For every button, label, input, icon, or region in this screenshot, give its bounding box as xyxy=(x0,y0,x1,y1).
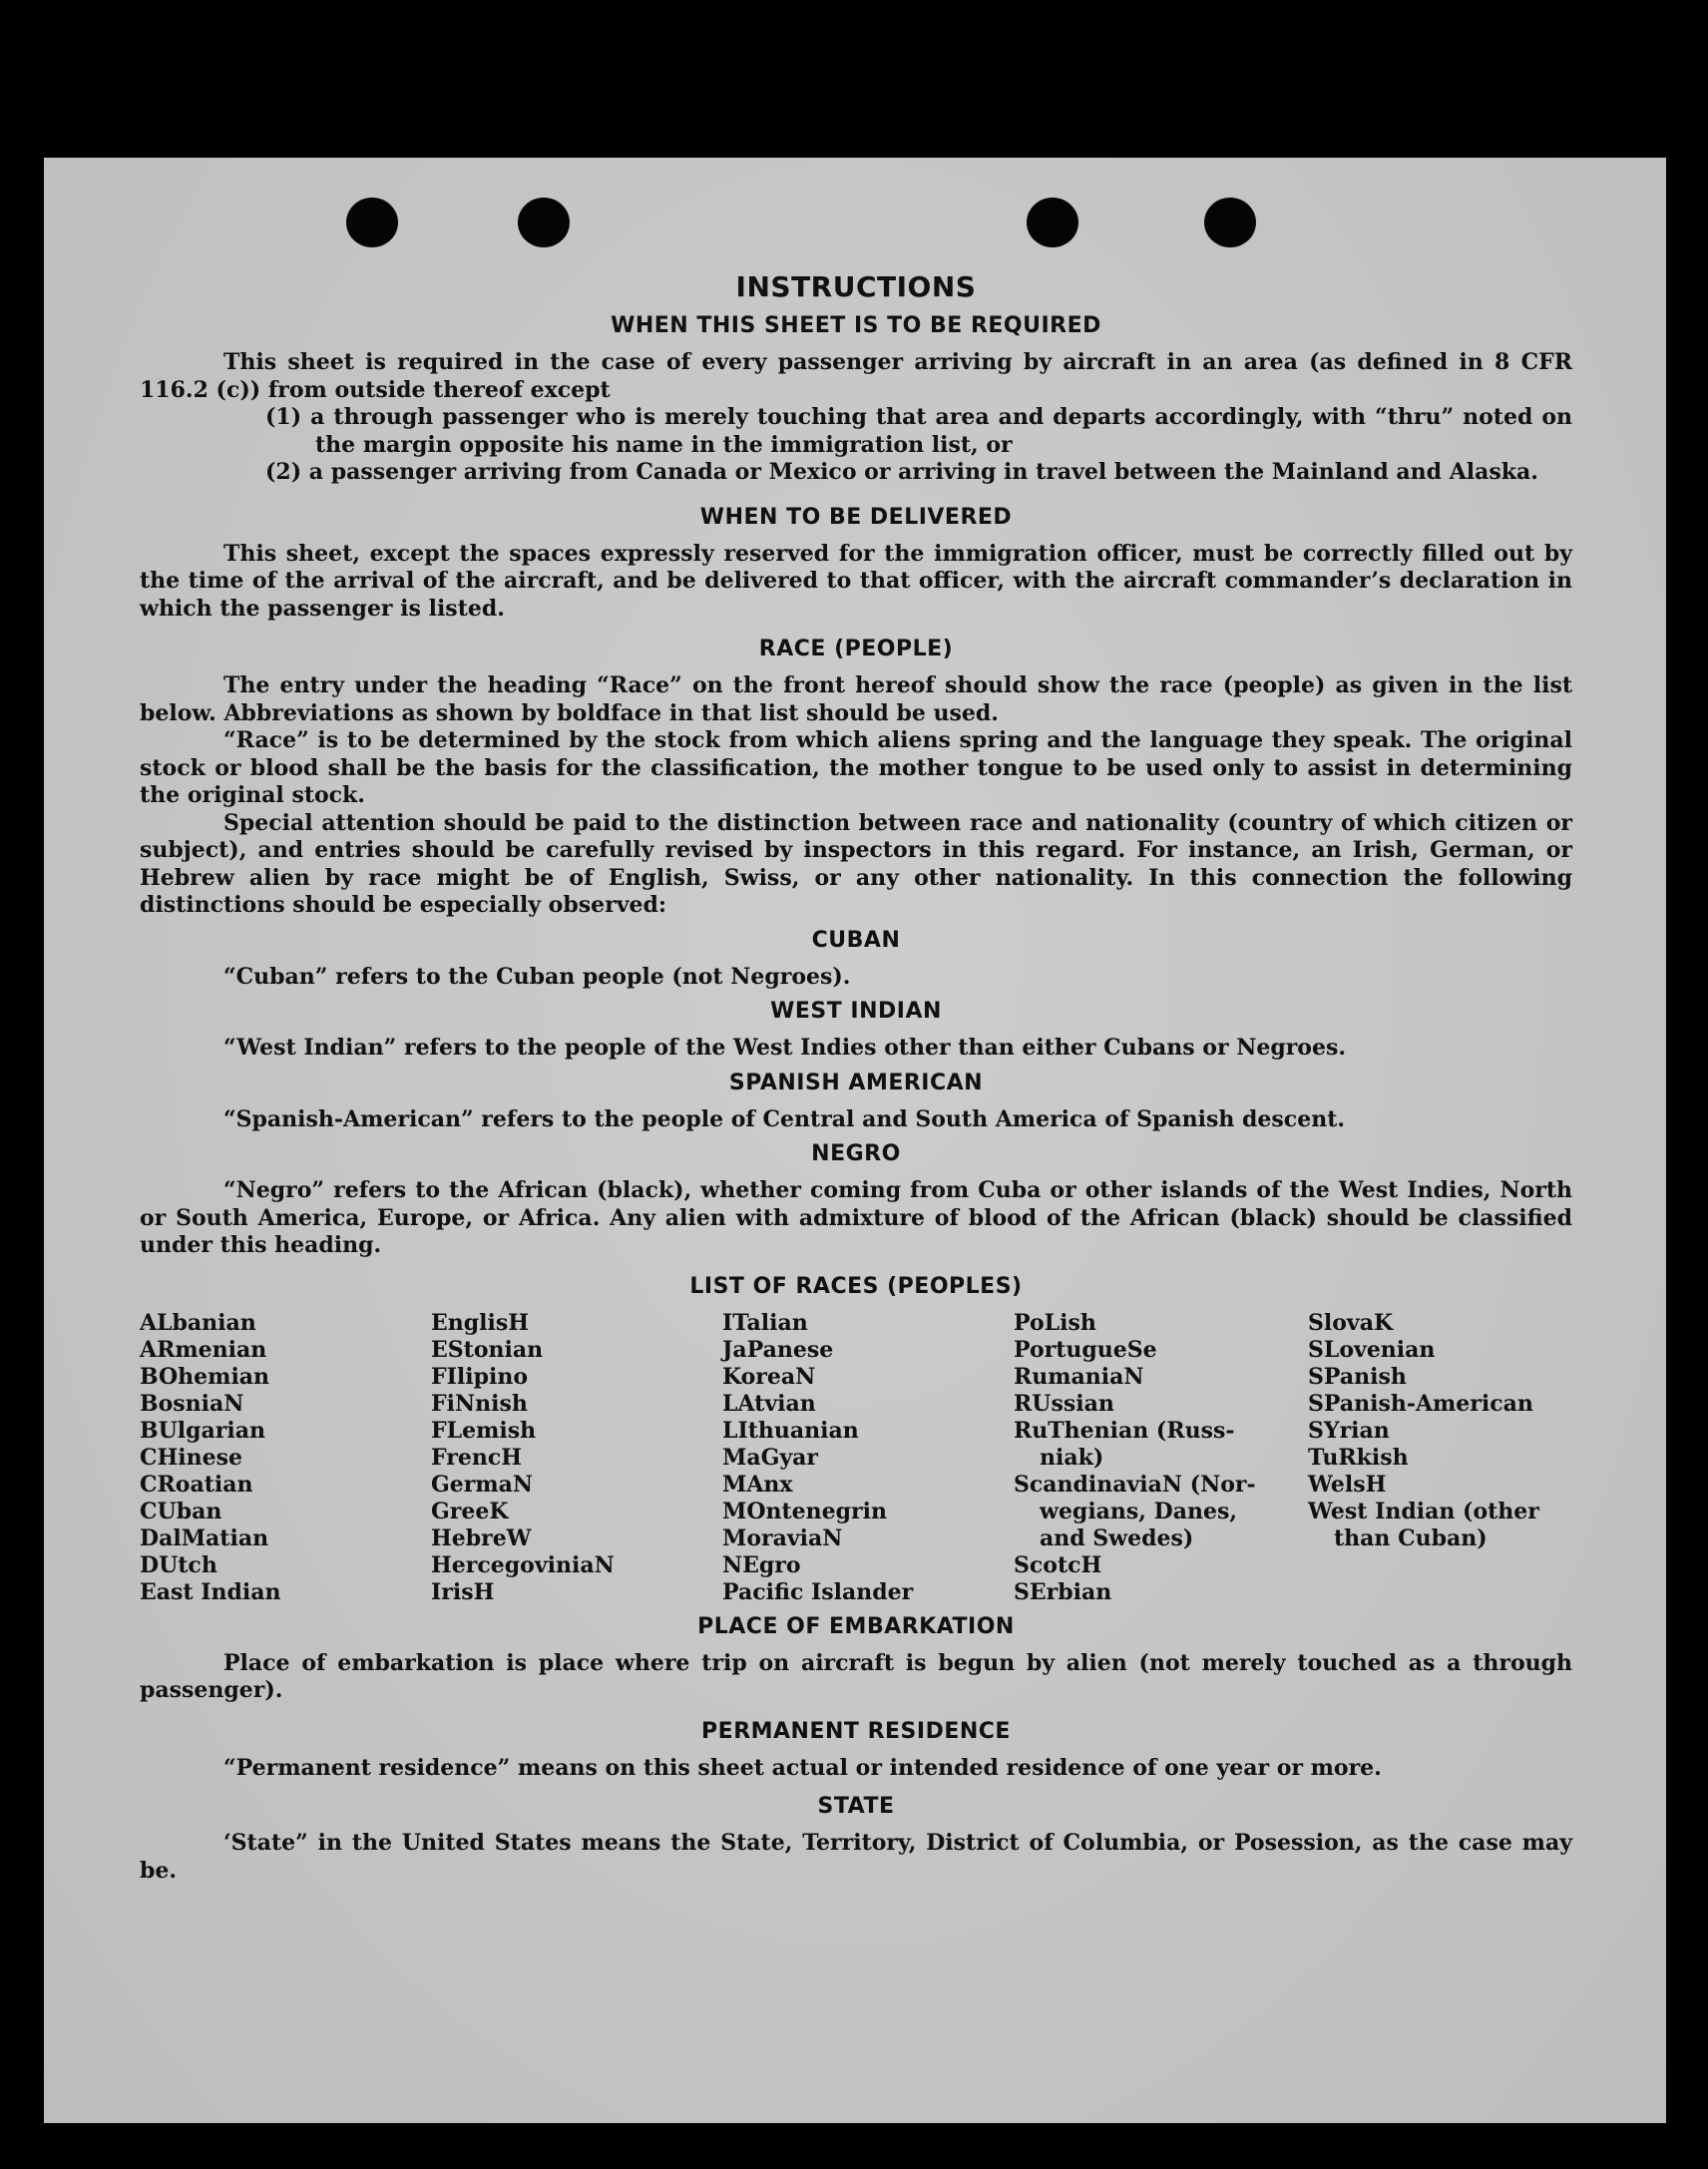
race-item: CUban xyxy=(140,1498,222,1524)
negro-paragraph: “Negro” refers to the African (black), whether coming from Cuba or other islands of the West Indies, North or South America, Europe, or Africa. Any alien with admixture of blood of the African (black) should be classified under this heading. xyxy=(140,1177,1572,1258)
race-item: HebreW xyxy=(431,1524,532,1551)
heading-cuban: CUBAN xyxy=(811,927,901,953)
race-item: FLemish xyxy=(431,1417,537,1444)
race-item: SYrian xyxy=(1308,1417,1390,1444)
race-item: East Indian xyxy=(140,1578,281,1605)
race-item: RUssian xyxy=(1014,1390,1114,1417)
race-paragraph-1: The entry under the heading “Race” on the front hereof should show the race (people) as given in the list below. Abbreviations as shown by boldface in that list should be used. xyxy=(140,672,1572,726)
race-item: FiNnish xyxy=(431,1390,528,1417)
races-list xyxy=(140,1310,1572,1606)
race-item: JaPanese xyxy=(722,1336,834,1363)
races-column-2 xyxy=(431,1310,722,1606)
race-item-continued: wegians, Danes, xyxy=(1040,1498,1237,1524)
race-item: SLovenian xyxy=(1308,1336,1436,1363)
instructions-text xyxy=(140,269,1572,1885)
race-item: MOntenegrin xyxy=(722,1498,887,1524)
race-item-continued: than Cuban) xyxy=(1334,1524,1488,1551)
delivered-paragraph: This sheet, except the spaces expressly reserved for the immigration officer, must be correctly filled out by the time of the arrival of the aircraft, and be delivered to that officer, with the aircraft commander’s declaration in which the passenger is listed. xyxy=(140,540,1572,622)
race-item: GreeK xyxy=(431,1498,509,1524)
race-item: BUlgarian xyxy=(140,1417,265,1444)
race-item: ScotcH xyxy=(1014,1551,1102,1578)
race-item: SErbian xyxy=(1014,1578,1112,1605)
race-item: LIthuanian xyxy=(722,1417,859,1444)
heading-spanish-american: SPANISH AMERICAN xyxy=(728,1070,984,1095)
race-item-continued: and Swedes) xyxy=(1040,1524,1194,1551)
race-item: CHinese xyxy=(140,1444,243,1471)
heading-state: STATE xyxy=(817,1794,895,1819)
race-item: RumaniaN xyxy=(1014,1363,1144,1390)
race-item: KoreaN xyxy=(722,1363,816,1390)
state-paragraph: ‘State” in the United States means the State, Territory, District of Columbia, or Posession, as the case may be. xyxy=(140,1830,1572,1884)
race-item: RuThenian (Russ- xyxy=(1014,1417,1235,1444)
residence-paragraph: “Permanent residence” means on this sheet actual or intended residence of one year or more. xyxy=(223,1754,1382,1781)
race-item: EnglisH xyxy=(431,1309,530,1336)
heading-negro: NEGRO xyxy=(811,1141,901,1166)
race-item: DalMatian xyxy=(140,1524,269,1551)
race-item: ITalian xyxy=(722,1309,808,1336)
race-item: MaGyar xyxy=(722,1444,819,1471)
races-column-1 xyxy=(140,1310,431,1606)
race-item: SPanish xyxy=(1308,1363,1407,1390)
race-item: TuRkish xyxy=(1308,1444,1409,1471)
race-paragraph-2: “Race” is to be determined by the stock from which aliens spring and the language they speak. The original stock or blood shall be the basis for the classification, the mother tongue to be used only to assist in determining the original stock. xyxy=(140,727,1572,808)
heading-race: RACE (PEOPLE) xyxy=(758,637,954,661)
race-item: BOhemian xyxy=(140,1363,270,1390)
race-item: Pacific Islander xyxy=(722,1578,914,1605)
punch-hole xyxy=(1027,198,1078,247)
race-item: ARmenian xyxy=(140,1336,267,1363)
race-item: CRoatian xyxy=(140,1471,253,1498)
heading-when-delivered: WHEN TO BE DELIVERED xyxy=(699,504,1013,530)
races-column-3 xyxy=(722,1310,1014,1606)
required-intro: This sheet is required in the case of every passenger arriving by aircraft in an area (as defined in 8 CFR 116.2 (c)) from outside thereof except xyxy=(140,349,1572,403)
race-item: SPanish-American xyxy=(1308,1390,1533,1417)
race-item: PortugueSe xyxy=(1014,1336,1157,1363)
race-item: SlovaK xyxy=(1308,1309,1394,1336)
punch-hole xyxy=(518,198,570,247)
race-item: West Indian (other xyxy=(1308,1498,1539,1524)
race-item: NEgro xyxy=(722,1551,801,1578)
race-item: FIlipino xyxy=(431,1363,529,1390)
heading-list-of-races: LIST OF RACES (PEOPLES) xyxy=(689,1273,1023,1299)
race-item: WelsH xyxy=(1308,1471,1387,1498)
race-item: ALbanian xyxy=(140,1309,256,1336)
race-item: PoLish xyxy=(1014,1309,1096,1336)
required-item-2: (2) a passenger arriving from Canada or Mexico or arriving in travel between the Mainland and Alaska. xyxy=(265,459,1538,485)
race-item: BosniaN xyxy=(140,1390,244,1417)
heading-west-indian: WEST INDIAN xyxy=(770,999,942,1024)
race-item: EStonian xyxy=(431,1336,544,1363)
spanish-american-paragraph: “Spanish-American” refers to the people of Central and South America of Spanish descent. xyxy=(223,1105,1346,1132)
races-column-4 xyxy=(1014,1310,1308,1606)
cuban-paragraph: “Cuban” refers to the Cuban people (not Negroes). xyxy=(223,963,851,990)
race-item: FrencH xyxy=(431,1444,522,1471)
race-paragraph-3: Special attention should be paid to the distinction between race and nationality (country of which citizen or subject), and entries should be carefully revised by inspectors in this regard. For instance, an Irish, German, or Hebrew alien by race might be of English, Swiss, or any other nationality. In this connection the following distinctions should be especially observed: xyxy=(140,809,1572,918)
required-item-1: (1) a through passenger who is merely touching that area and departs accordingly, with “thru” noted on the margin opposite his name in the immigration list, or xyxy=(265,404,1572,458)
embarkation-paragraph: Place of embarkation is place where trip on aircraft is begun by alien (not merely touched as a through passenger). xyxy=(140,1649,1572,1703)
heading-place-of-embarkation: PLACE OF EMBARKATION xyxy=(697,1613,1015,1639)
punch-hole xyxy=(346,198,398,247)
race-item: GermaN xyxy=(431,1471,534,1498)
race-item-continued: niak) xyxy=(1040,1444,1104,1471)
race-item: IrisH xyxy=(431,1578,495,1605)
heading-permanent-residence: PERMANENT RESIDENCE xyxy=(701,1718,1011,1744)
heading-instructions: INSTRUCTIONS xyxy=(735,270,977,303)
race-item: HercegoviniaN xyxy=(431,1551,615,1578)
race-item: MoraviaN xyxy=(722,1524,843,1551)
race-item: DUtch xyxy=(140,1551,217,1578)
heading-when-required: WHEN THIS SHEET IS TO BE REQUIRED xyxy=(611,313,1101,338)
west-indian-paragraph: “West Indian” refers to the people of the West Indies other than either Cubans or Negroes. xyxy=(223,1035,1347,1061)
race-item: MAnx xyxy=(722,1471,793,1498)
race-item: LAtvian xyxy=(722,1390,816,1417)
races-column-5 xyxy=(1308,1310,1572,1606)
punch-hole xyxy=(1204,198,1256,247)
race-item: ScandinaviaN (Nor- xyxy=(1014,1471,1256,1498)
